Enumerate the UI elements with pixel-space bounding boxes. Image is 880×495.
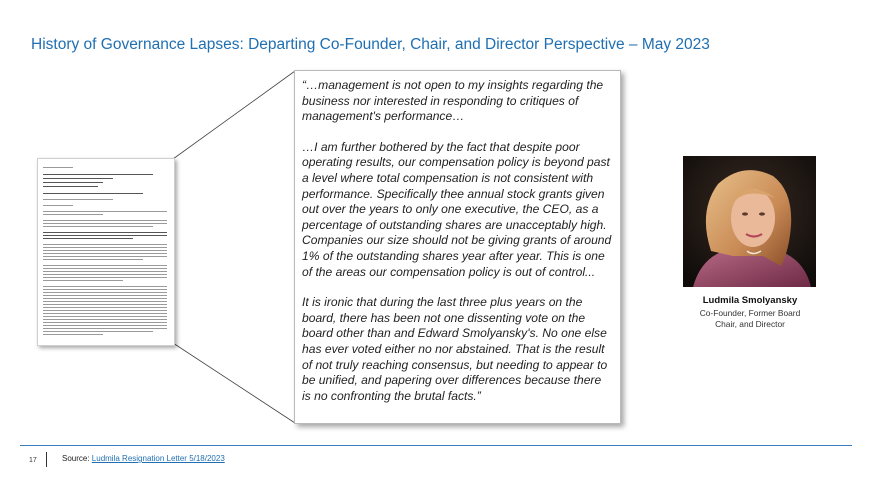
person-role-line-2: Chair, and Director xyxy=(715,319,785,329)
person-name: Ludmila Smolyansky xyxy=(702,295,798,306)
quote-paragraph-3: It is ironic that during the last three plus years on the board, there has been not one dissenting vote on the board other than and Edward Smolyansky's. No one else has ever voted either no nor abstained. That is the result of not truly reaching consensus, but needing to appear to be unified, and papering over differences because there is no confronting the brutal facts.” xyxy=(302,295,608,403)
source-link[interactable]: Ludmila Resignation Letter 5/18/2023 xyxy=(91,454,225,463)
footer-divider xyxy=(46,452,47,467)
resignation-letter-thumbnail xyxy=(37,158,175,346)
page-number: 17 xyxy=(29,457,37,464)
quote-paragraph-2: …I am further bothered by the fact that despite poor operating results, our compensation policy is beyond past a level where total compensation is not consistent with performance. Specifically thee annual stock grants given out over the years to only one executive, the CEO, as a percentage of outstanding shares are unacceptably high. Companies our size should not be giving grants of around 1% of the outstanding shares year after year. This is one of the areas our compensation policy is out of control... xyxy=(302,139,612,279)
source-note xyxy=(62,454,225,463)
person-role-line-1: Co-Founder, Former Board xyxy=(699,308,801,318)
page-title: History of Governance Lapses: Departing Co-Founder, Chair, and Director Perspective – May 2023 xyxy=(31,36,710,53)
source-label: Source: xyxy=(62,454,92,463)
person-role xyxy=(660,308,840,330)
quote-paragraph-1: “…management is not open to my insights regarding the business nor interested in responding to critiques of management's performance… xyxy=(302,78,604,124)
quote-box xyxy=(294,70,621,424)
portrait-photo xyxy=(683,156,816,287)
footer-rule xyxy=(20,445,852,446)
